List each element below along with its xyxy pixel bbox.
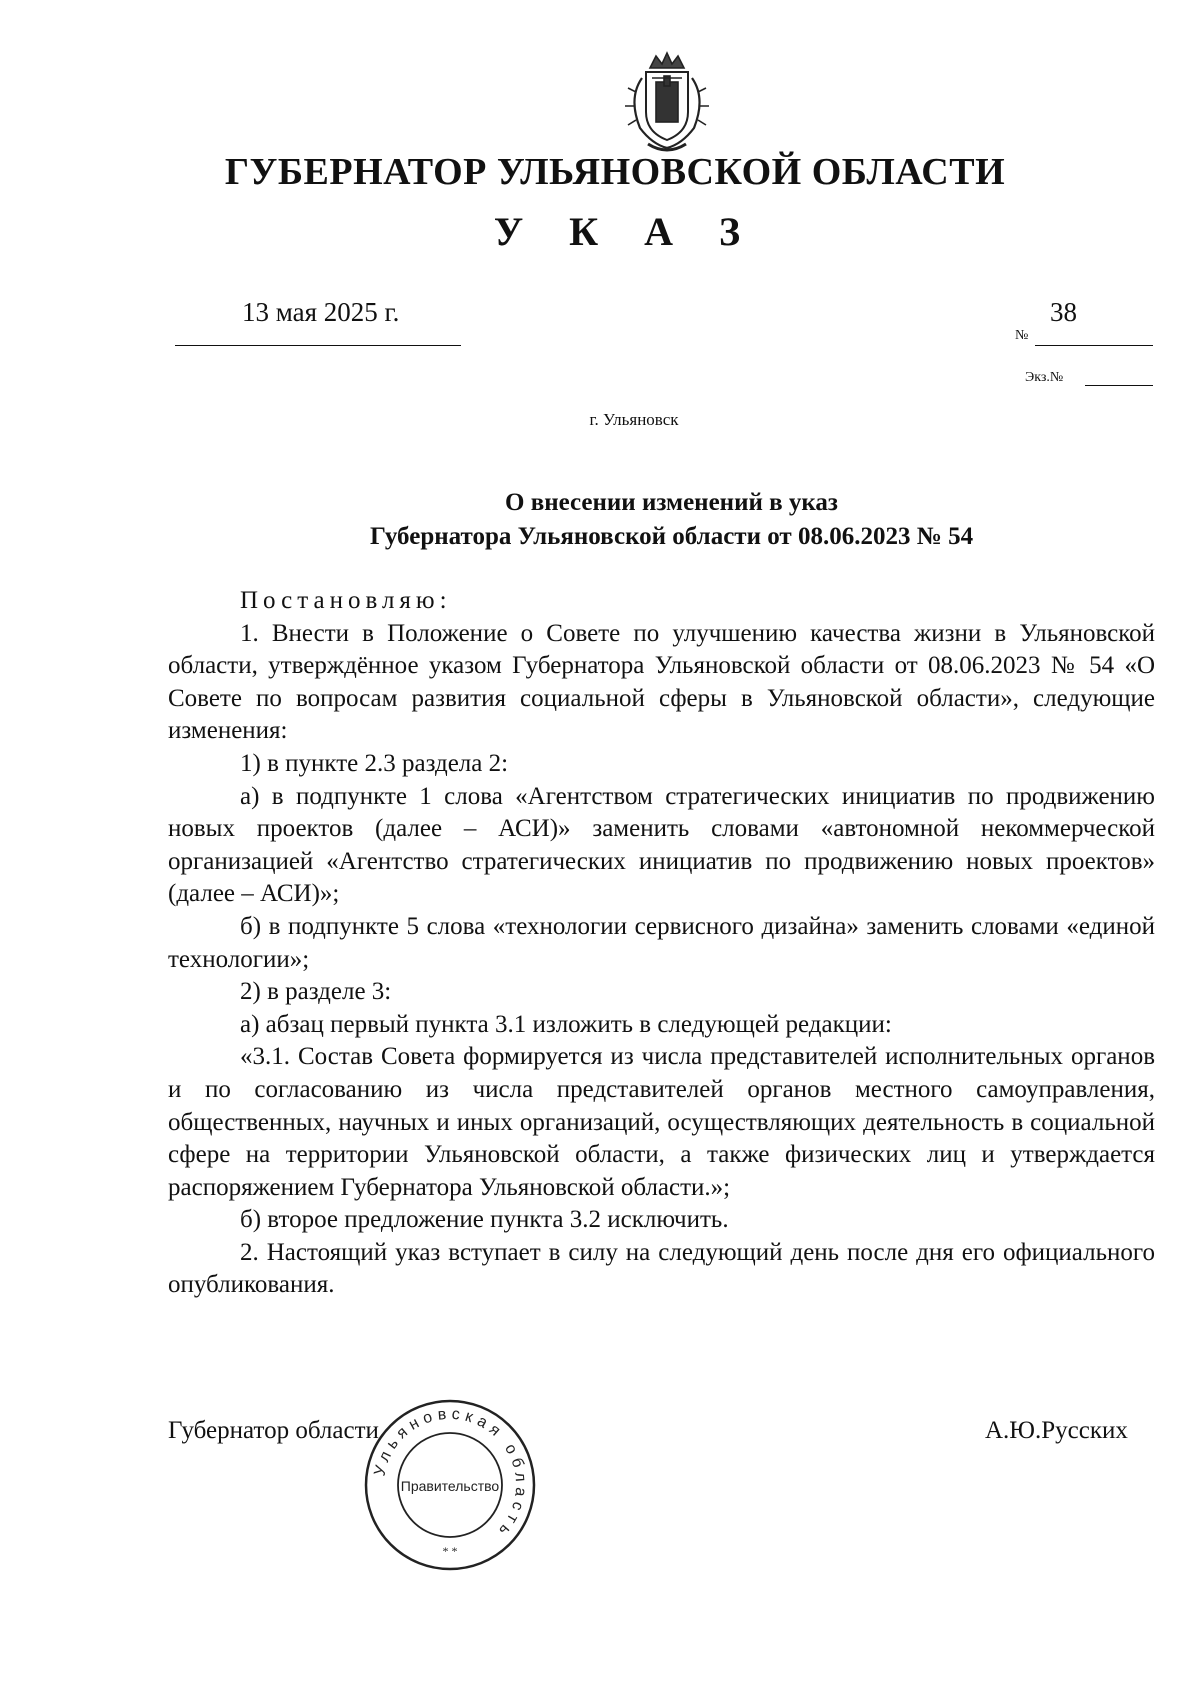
date-underline: [175, 345, 461, 346]
document-date: 13 мая 2025 г.: [242, 297, 400, 327]
document-type-title: У К А З: [493, 209, 759, 254]
svg-text:Ульяновская область: Ульяновская область: [371, 1405, 530, 1543]
subject-line-2: Губернатора Ульяновской области от 08.06.2023 № 54: [369, 523, 974, 550]
body-paragraph: 1) в пункте 2.3 раздела 2:: [240, 749, 509, 777]
decree-body: [168, 585, 1155, 1302]
copy-number-underline: [1085, 385, 1153, 386]
issue-city: г. Ульяновск: [589, 410, 679, 429]
body-paragraph: 1. Внести в Положение о Совете по улучшению качества жизни в Ульяновской области, утверждённое указом Губернатора Ульяновской области от 08.06.2023 № 54 «О Совете по вопросам развития социальной сферы в Ульяновской области», следующие изменения:: [168, 619, 1155, 745]
decree-intro: Постановляю:: [240, 587, 452, 614]
official-seal-stamp: [360, 1395, 540, 1575]
number-sign-label: №: [1015, 328, 1029, 343]
body-paragraph: б) второе предложение пункта 3.2 исключить.: [240, 1206, 729, 1234]
body-paragraph: а) в подпункте 1 слова «Агентством стратегических инициатив по продвижению новых проектов (далее – АСИ)» заменить словами «автономной некоммерческой организацией «Агентство стратегических инициатив по продвижению новых проектов» (далее – АСИ)»;: [168, 782, 1155, 908]
decree-subject: [170, 486, 1153, 554]
document-number: 38: [1050, 297, 1077, 327]
signatory-title: Губернатор области: [168, 1417, 379, 1444]
copy-number-label: Экз.№: [1025, 370, 1064, 385]
svg-text:Правительство: Правительство: [400, 1478, 500, 1494]
issuing-authority-title: ГУБЕРНАТОР УЛЬЯНОВСКОЙ ОБЛАСТИ: [224, 151, 1006, 193]
body-paragraph: а) абзац первый пункта 3.1 изложить в следующей редакции:: [240, 1010, 892, 1038]
body-paragraph: 2) в разделе 3:: [240, 978, 392, 1006]
subject-line-1: О внесении изменений в указ: [505, 489, 838, 516]
number-underline: [1035, 345, 1153, 346]
body-paragraph: б) в подпункте 5 слова «технологии сервисного дизайна» заменить словами «единой технологии»;: [168, 912, 1155, 973]
body-paragraph: 2. Настоящий указ вступает в силу на следующий день после дня его официального опубликования.: [168, 1238, 1155, 1299]
svg-text:* *: * *: [442, 1544, 458, 1558]
coat-of-arms-icon: [612, 48, 722, 158]
signatory-name: А.Ю.Русских: [985, 1417, 1128, 1444]
body-paragraph: «3.1. Состав Совета формируется из числа представителей исполнительных органов и по согласованию из числа представителей органов местного самоуправления, общественных, научных и иных организаций, осуществляющих деятельность в социальной сфере на территории Ульяновской области, а также физических лиц и утверждается распоряжением Губернатора Ульяновской области.»;: [168, 1043, 1155, 1201]
